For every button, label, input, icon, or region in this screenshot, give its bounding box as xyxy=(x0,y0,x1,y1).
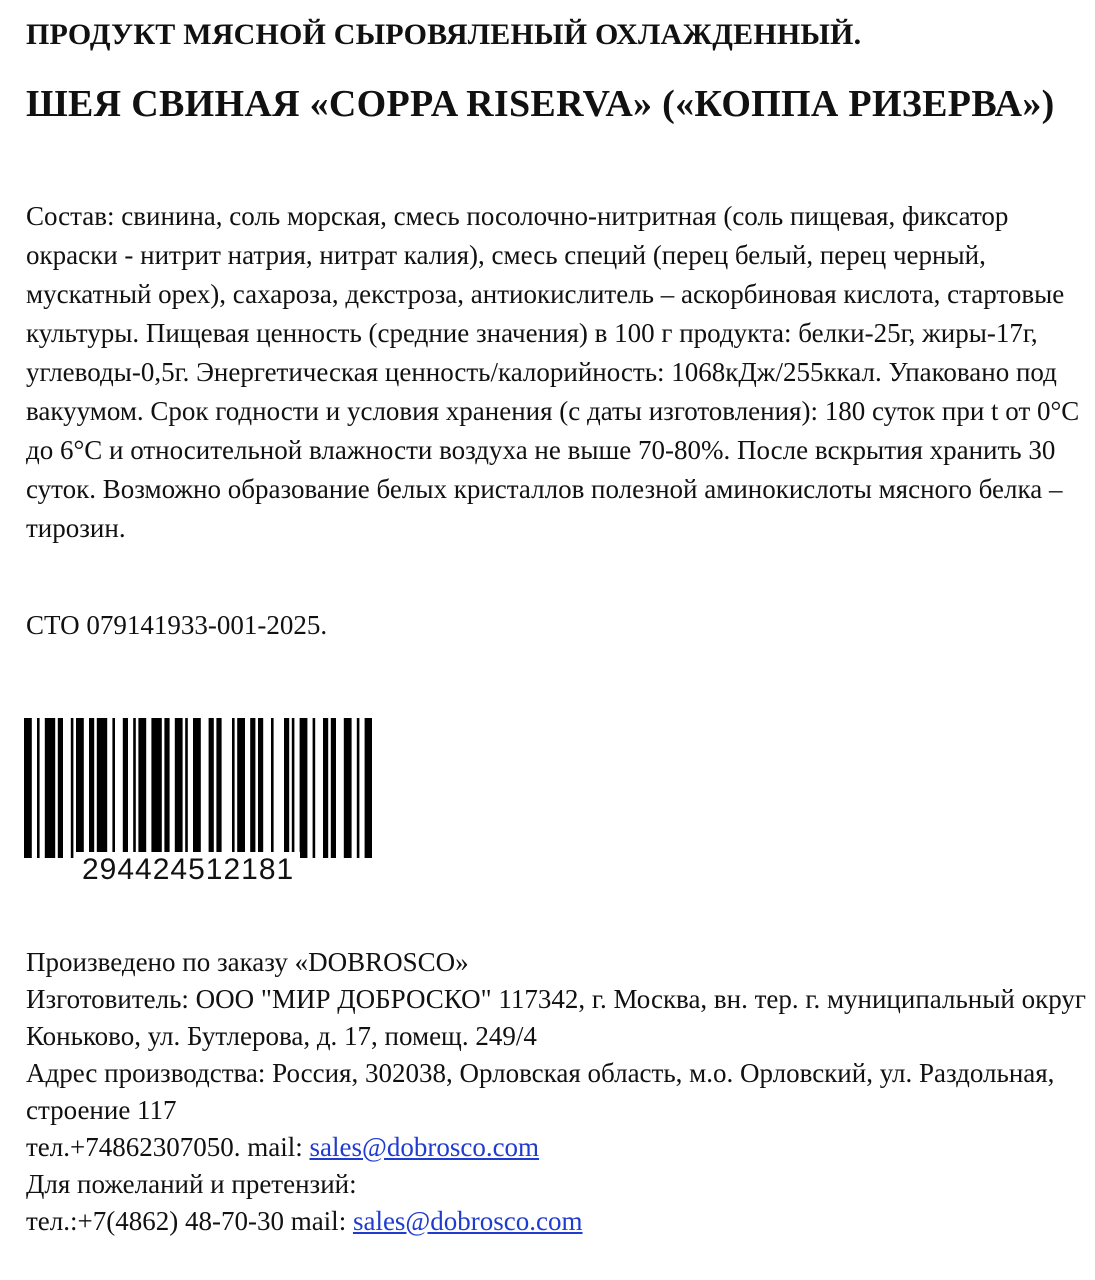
barcode-bar xyxy=(331,718,336,858)
manufacturer-text: Изготовитель: ООО "МИР ДОБРОСКО" 117342, г. Москва, вн. тер. г. муниципальный округ Коньково, ул. Бутлерова, д. 17, помещ. 249/4 xyxy=(26,984,1086,1051)
barcode-bar xyxy=(250,718,255,858)
barcode-number: 294424512181 xyxy=(76,852,300,888)
ordered-by-text: Произведено по заказу «DOBROSCO» xyxy=(26,947,469,977)
product-name-title: ШЕЯ СВИНАЯ «COPPA RISERVA» («КОППА РИЗЕРВА») xyxy=(26,83,1055,125)
barcode-bar xyxy=(89,718,94,858)
barcode-bars xyxy=(24,718,372,858)
production-address-text: Адрес производства: Россия, 302038, Орловская область, м.о. Орловский, ул. Раздольная, строение 117 xyxy=(26,1058,1055,1125)
barcode-bar xyxy=(164,718,169,858)
barcode-bar xyxy=(216,718,221,858)
composition-text: Состав: свинина, соль морская, смесь посолочно-нитритная (соль пищевая, фиксатор окраски - нитрит натрия, нитрат калия), смесь специй (перец белый, перец черный, мускатный орех), сахароза, декстроза, антиокислитель – аскорбиновая кислота, стартовые культуры. Пищевая ценность (средние значения) в 100 г продукта: белки-25г, жиры-17г, углеводы-0,5г. Энергетическая ценность/калорийность: 1068кДж/255ккал. Упаковано под вакуумом. Срок годности и условия хранения (с даты изготовления): 180 суток при t от 0°С до 6°С и относительной влажности воздуха не выше 70-80%. После вскрытия хранить 30 суток. Возможно образование белых кристаллов полезной аминокислоты мясного белка – тирозин. xyxy=(26,201,1080,543)
barcode-bar xyxy=(313,718,316,858)
barcode-bar xyxy=(232,718,235,858)
barcode-bar xyxy=(71,718,74,858)
barcode-bar xyxy=(76,718,84,858)
email-link-1[interactable]: sales@dobrosco.com xyxy=(309,1132,540,1162)
barcode-bar xyxy=(193,718,201,858)
barcode-bar xyxy=(357,718,360,858)
barcode-bar xyxy=(185,718,188,858)
barcode-bar xyxy=(97,718,107,858)
barcode-bar xyxy=(133,718,136,858)
barcode-bar xyxy=(209,718,214,858)
barcode-bar xyxy=(24,718,32,858)
email-link-2[interactable]: sales@dobrosco.com xyxy=(352,1206,583,1236)
barcode-bar xyxy=(365,718,372,858)
barcode-bar xyxy=(138,718,146,858)
product-type-title: ПРОДУКТ МЯСНОЙ СЫРОВЯЛЕНЫЙ ОХЛАЖДЕННЫЙ. xyxy=(26,18,862,51)
barcode-bar xyxy=(237,718,245,858)
barcode-bar xyxy=(175,718,183,858)
barcode-bar xyxy=(123,718,128,858)
barcode-bar xyxy=(284,718,289,858)
standard-code: СТО 079141933-001-2025. xyxy=(26,610,328,640)
manufacturer-info xyxy=(26,944,1086,1240)
complaints-text: Для пожеланий и претензий: xyxy=(26,1169,357,1199)
barcode-bar xyxy=(151,718,161,858)
barcode-bar xyxy=(58,718,63,858)
barcode-bar xyxy=(300,718,308,858)
contact-line-1 xyxy=(26,1129,1086,1166)
barcode-bar xyxy=(344,718,352,858)
barcode-bar xyxy=(258,718,263,858)
barcode-bar xyxy=(112,718,115,858)
barcode-bar xyxy=(323,718,328,858)
barcode-bar xyxy=(271,718,274,858)
barcode-bar xyxy=(37,718,40,858)
barcode-bar xyxy=(45,718,55,858)
phone-1: тел.+74862307050. mail: xyxy=(26,1132,310,1162)
phone-2: тел.:+7(4862) 48-70-30 mail: xyxy=(26,1206,353,1236)
contact-line-2 xyxy=(26,1203,1086,1240)
barcode-bar xyxy=(292,718,295,858)
